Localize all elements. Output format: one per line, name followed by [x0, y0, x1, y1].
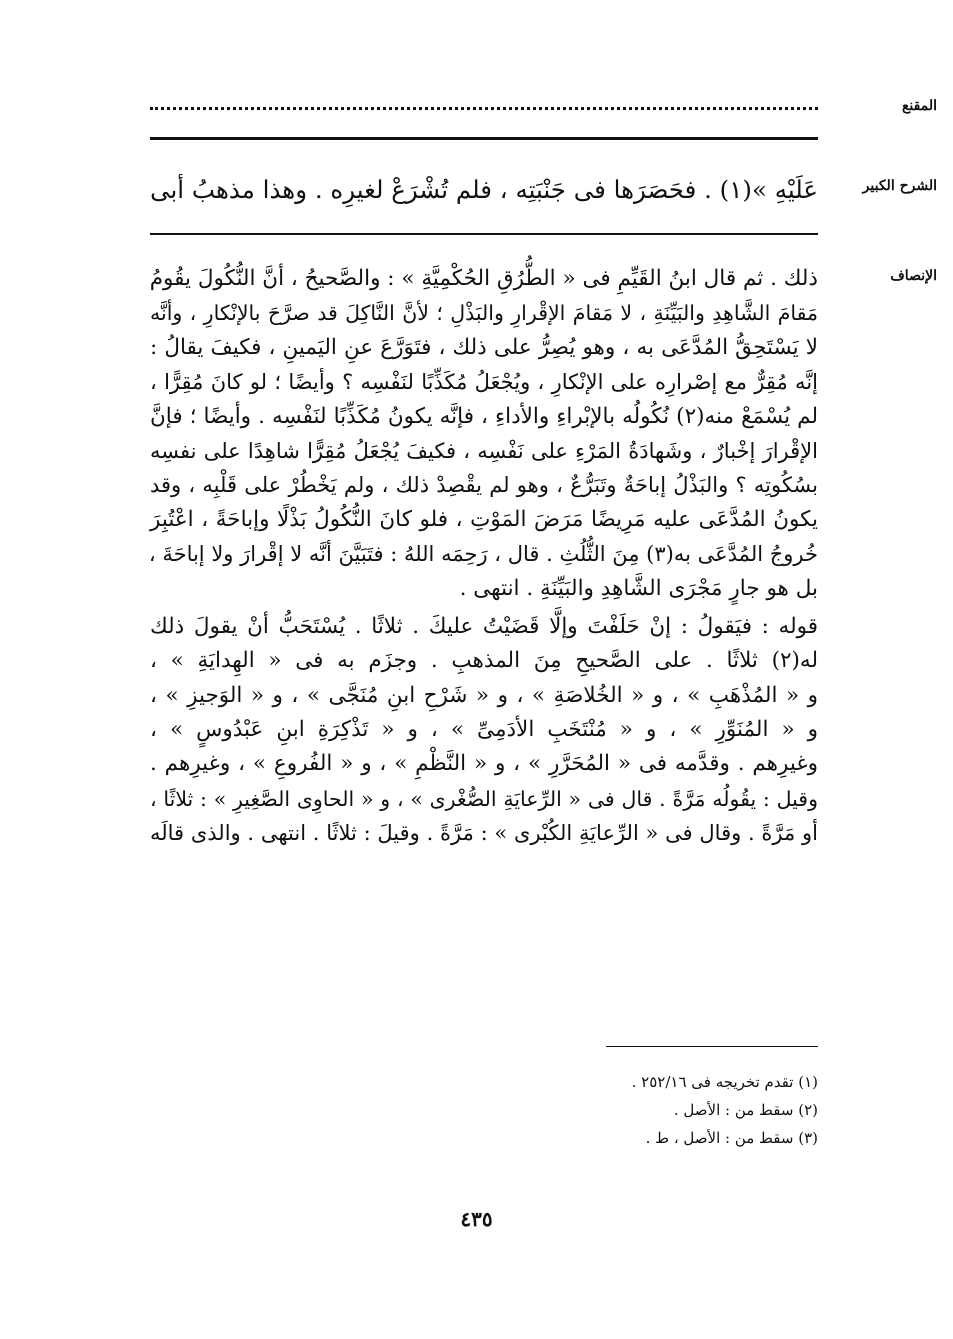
page-number: ٤٣٥ [460, 1207, 493, 1231]
footnote: (٢) سقط من : الأصل . [673, 1101, 818, 1119]
body-line: و « المُنَوِّرِ » ، و « مُنْتَخَبِ الأدَمِىِّ » ، و « تَذْكِرَةِ ابنِ عَبْدُوسٍ » ، [150, 717, 818, 743]
footnote: (٣) سقط من : الأصل ، ط . [645, 1129, 818, 1147]
body-line: لا يَسْتَحِقُّ المُدَّعَى به ، وهو يُصِرُّ على ذلك ، فتَوَرَّعَ عنِ اليَمينِ ، فكيفَ يقالُ : [150, 334, 818, 360]
body-line: مَقامَ الشَّاهِدِ والبَيِّنَةِ ، لا مَقامَ الإقْرارِ والبَذْلِ ؛ لأنَّ النَّاكِلَ قد صرَّحَ بالإنْكارِ ، وأنَّه [150, 301, 818, 326]
footnote-rule [606, 1046, 818, 1047]
body-line: ذلك . ثم قال ابنُ القَيِّمِ فى « الطُّرُقِ الحُكْمِيَّةِ » : والصَّحيحُ ، أنَّ النُّكُولَ يقُومُ [149, 266, 818, 291]
insaf-body [150, 262, 818, 851]
body-line: وغيرِهم . وقدَّمه فى « المُحَرَّرِ » ، و « النَّظْمِ » ، و « الفُروعِ » ، وغيرِهم . [150, 751, 818, 777]
body-line: أو مَرَّةً . وقال فى « الرِّعايَةِ الكُبْرى » : مَرَّةً . وقيلَ : ثلاثًا . انتهى . والذى قالَه [150, 821, 818, 846]
dotted-separator [150, 97, 818, 110]
body-line: وقيل : يقُولُه مَرَّةً . قال فى « الرِّعايَةِ الصُّغْرى » ، و « الحاوِى الصَّغِيرِ » : ثلاثًا ، [150, 786, 818, 811]
book-title-label: المقنع [901, 98, 937, 114]
body-line: لم يُسْمَعْ منه(٢) نُكُولُه بالإبْراءِ والأداءِ ، فإنَّه يكونُ مُكَذِّبًا لنَفْسِه . وأيضًا ؛ فإنَّ [150, 403, 819, 429]
footnote: (١) تقدم تخريجه فى ٢٥٢/١٦ . [631, 1073, 818, 1091]
insaf-section-label: الإنصاف [890, 268, 937, 284]
sharh-text: عَلَيْهِ »(١) . فحَصَرَها فى جَنْبَتِه ، فلم تُشْرَعْ لغيرِه . وهذا مذهبُ أبى [150, 175, 818, 204]
header-rule [150, 137, 818, 140]
body-line: له(٢) ثلاثًا . على الصَّحيحِ مِنَ المذهبِ . وجزَم به فى « الهِدايَةِ » ، [150, 648, 818, 674]
body-line: و « المُذْهَبِ » ، و « الخُلاصَةِ » ، و « شَرْحِ ابنِ مُنَجَّى » ، و « الوَجيزِ » ، [150, 682, 818, 708]
body-line: الإقْرارَ إخْبارٌ ، وشَهادَةُ المَرْءِ على نَفْسِه ، فكيفَ يُجْعَلُ مُقِرًّا شاهِدًا على نفسِه [150, 438, 818, 463]
body-line: خُروجُ المُدَّعَى به(٣) مِنَ الثُّلُثِ . قال ، رَحِمَه اللهُ : فتَبَيَّنَ أنَّه لا إقْرارَ ولا إباحَةَ ، [148, 542, 818, 567]
sharh-section-label: الشرح الكبير [862, 178, 937, 194]
footnotes [450, 1068, 818, 1152]
section-divider [150, 233, 818, 235]
body-line: يكونُ المُدَّعَى عليه مَرِيضًا مَرَضَ المَوْتِ ، فلو كانَ النُّكُولُ بَذْلًا وإباحَةً ، اعْتُبِرَ [150, 506, 818, 532]
body-line: بل هو جارٍ مَجْرَى الشَّاهِدِ والبَيِّنَةِ . انتهى . [459, 575, 818, 601]
body-line: إنَّه مُقِرٌّ مع إصْرارِه على الإنْكارِ ، ويُجْعَلُ مُكَذِّبًا لنَفْسِه ؟ وأيضًا ؛ لو كانَ مُقِرًّا ، [150, 370, 818, 395]
body-line: قوله : فيَقولُ : إنْ حَلَفْتَ وإلَّا قَضَيْتُ عليكَ . ثلاثًا . يُسْتَحَبُّ أنْ يقولَ ذلك [150, 613, 818, 639]
body-line: بسُكُوتِه ؟ والبَذْلُ إباحَةٌ وتَبَرُّعٌ ، وهو لم يقْصِدْ ذلك ، ولم يَخْطُرْ على قَلْبِه ، وقد [150, 473, 818, 498]
